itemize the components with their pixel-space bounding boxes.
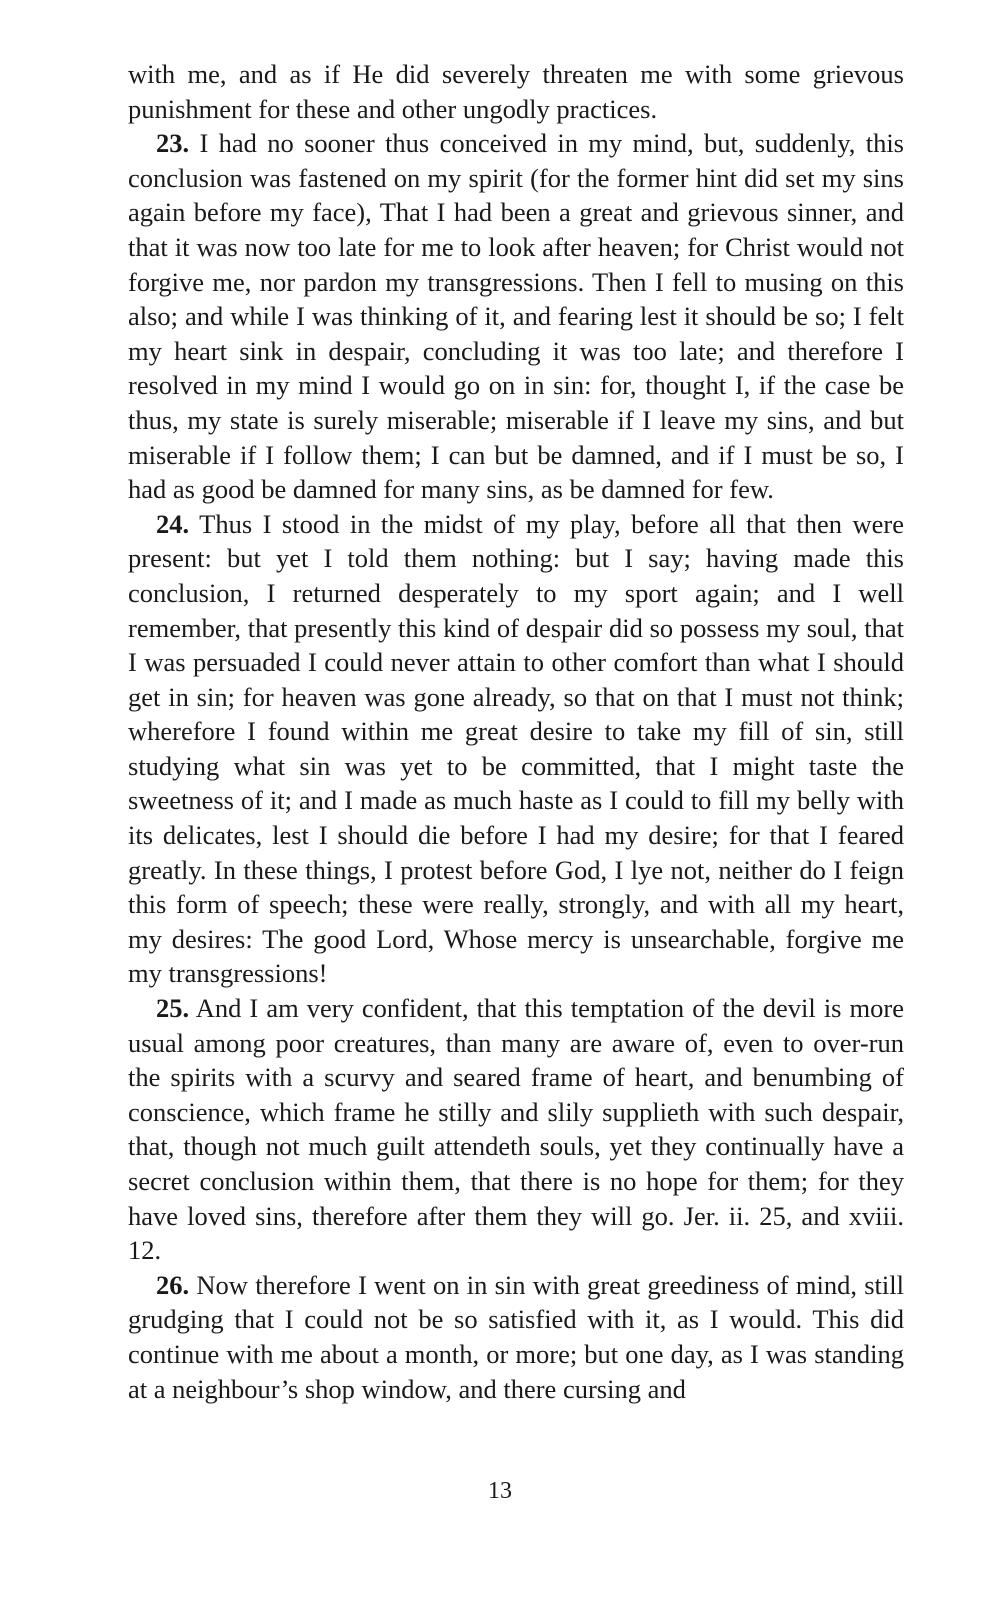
paragraph-25 <box>128 991 904 1268</box>
paragraph-text: Thus I stood in the midst of my play, before all that then were present: but yet I told them nothing: but I say; having made this conclusion, I returned desperately to my sport again; and I well remember, that presently this kind of despair did so possess my soul, that I was persuaded I could never attain to other comfort than what I should get in sin; for heaven was gone already, so that on that I must not think; wherefore I found within me great desire to take my fill of sin, still studying what sin was yet to be committed, that I might taste the sweetness of it; and I made as much haste as I could to fill my belly with its delicates, lest I should die before I had my desire; for that I feared greatly. In these things, I protest before God, I lye not, neither do I feign this form of speech; these were really, strongly, and with all my heart, my desires: The good Lord, Whose mercy is unsearchable, forgive me my transgressions! <box>128 508 904 989</box>
paragraph-number: 26. <box>156 1269 190 1300</box>
paragraph-continued <box>128 57 904 126</box>
page-number: 13 <box>488 1478 512 1504</box>
paragraph-text: Now therefore I went on in sin with great greediness of mind, still grudging that I could not be so satisfied with it, as I would. This did continue with me about a month, or more; but one day, as I was standing at a neighbour’s shop window, and there cursing and <box>128 1269 905 1404</box>
paragraph-24 <box>128 507 904 991</box>
paragraph-text: with me, and as if He did severely threaten me with some grievous punishment for these and other ungodly practices. <box>128 59 904 124</box>
page-body <box>128 57 904 1406</box>
paragraph-number: 25. <box>156 993 190 1024</box>
paragraph-number: 24. <box>156 508 190 539</box>
paragraph-text: And I am very confident, that this temptation of the devil is more usual among poor creatures, than many are aware of, even to over-run the spirits with a scurvy and seared frame of heart, and benumbing of conscience, which frame he stilly and slily supplieth with such despair, that, though not much guilt attendeth souls, yet they continually have a secret conclusion within them, that there is no hope for them; for they have loved sins, therefore after them they will go. Jer. ii. 25, and xviii. 12. <box>128 993 904 1266</box>
paragraph-23 <box>128 126 904 507</box>
paragraph-number: 23. <box>156 128 190 159</box>
paragraph-26 <box>128 1268 904 1406</box>
paragraph-text: I had no sooner thus conceived in my mind, but, suddenly, this conclusion was fastened on my spirit (for the former hint did set my sins again before my face), That I had been a great and grievous sinner, and that it was now too late for me to look after heaven; for Christ would not forgive me, nor pardon my transgressions. Then I fell to musing on this also; and while I was thinking of it, and fearing lest it should be so; I felt my heart sink in despair, concluding it was too late; and therefore I resolved in my mind I would go on in sin: for, thought I, if the case be thus, my state is surely miserable; miserable if I leave my sins, and but miserable if I follow them; I can but be damned, and if I must be so, I had as good be damned for many sins, as be damned for few. <box>128 128 904 505</box>
